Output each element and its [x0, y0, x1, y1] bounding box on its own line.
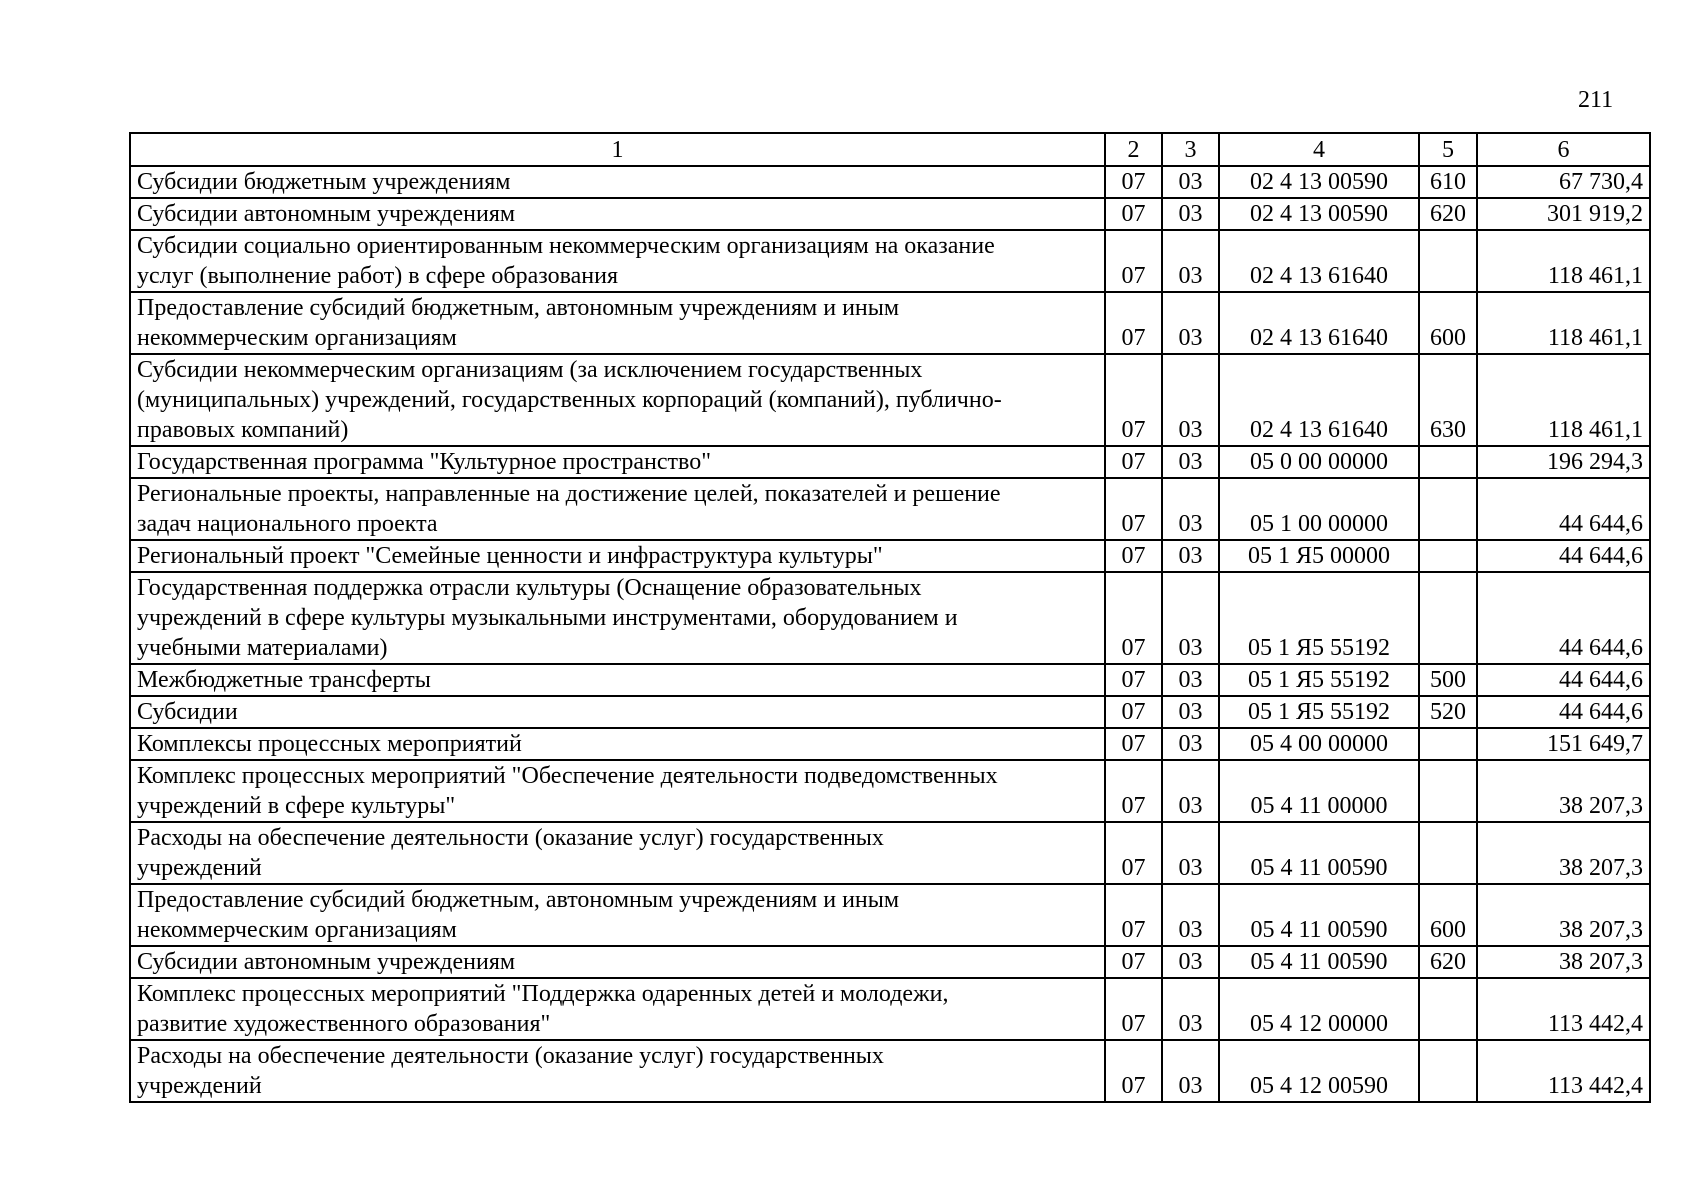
row-expense-type: [1419, 230, 1477, 292]
row-expense-type: 620: [1419, 198, 1477, 230]
row-amount: 196 294,3: [1477, 446, 1650, 478]
row-amount: 118 461,1: [1477, 292, 1650, 354]
row-expense-type: 500: [1419, 664, 1477, 696]
table-row: [130, 978, 1650, 1040]
row-name: Расходы на обеспечение деятельности (оказание услуг) государственных учреждений: [130, 822, 1105, 884]
row-amount: 44 644,6: [1477, 540, 1650, 572]
row-expense-type: [1419, 478, 1477, 540]
row-subsection: 03: [1162, 446, 1219, 478]
row-amount: 118 461,1: [1477, 354, 1650, 446]
row-amount: 67 730,4: [1477, 166, 1650, 198]
page-number: 211: [1578, 87, 1614, 113]
row-amount: 38 207,3: [1477, 822, 1650, 884]
row-amount: 38 207,3: [1477, 760, 1650, 822]
row-name: Региональные проекты, направленные на достижение целей, показателей и решение задач национального проекта: [130, 478, 1105, 540]
row-amount: 151 649,7: [1477, 728, 1650, 760]
row-subsection: 03: [1162, 822, 1219, 884]
row-section: 07: [1105, 572, 1162, 664]
row-section: 07: [1105, 198, 1162, 230]
row-amount: 44 644,6: [1477, 664, 1650, 696]
header-col-1: 1: [130, 133, 1105, 166]
row-name: Субсидии автономным учреждениям: [130, 946, 1105, 978]
row-subsection: 03: [1162, 198, 1219, 230]
row-section: 07: [1105, 696, 1162, 728]
table-row: [130, 884, 1650, 946]
row-name: Комплекс процессных мероприятий "Поддержка одаренных детей и молодежи, развитие художественного образования": [130, 978, 1105, 1040]
budget-table: [129, 132, 1651, 1103]
row-expense-type: 630: [1419, 354, 1477, 446]
row-target-code: 02 4 13 61640: [1219, 230, 1419, 292]
header-col-2: 2: [1105, 133, 1162, 166]
table-row: [130, 822, 1650, 884]
table-row: [130, 1040, 1650, 1102]
row-expense-type: 520: [1419, 696, 1477, 728]
header-row: [130, 133, 1650, 166]
row-target-code: 05 4 11 00590: [1219, 946, 1419, 978]
header-col-6: 6: [1477, 133, 1650, 166]
row-section: 07: [1105, 1040, 1162, 1102]
row-name: Государственная поддержка отрасли культуры (Оснащение образовательных учреждений в сфере культуры музыкальными инструментами, оборудованием и учебными материалами): [130, 572, 1105, 664]
row-section: 07: [1105, 292, 1162, 354]
row-section: 07: [1105, 166, 1162, 198]
row-target-code: 05 4 12 00000: [1219, 978, 1419, 1040]
row-target-code: 02 4 13 61640: [1219, 354, 1419, 446]
row-subsection: 03: [1162, 728, 1219, 760]
row-subsection: 03: [1162, 1040, 1219, 1102]
row-section: 07: [1105, 822, 1162, 884]
table-row: [130, 166, 1650, 198]
row-subsection: 03: [1162, 572, 1219, 664]
row-target-code: 05 4 11 00590: [1219, 822, 1419, 884]
row-section: 07: [1105, 478, 1162, 540]
row-target-code: 02 4 13 00590: [1219, 166, 1419, 198]
table-row: [130, 946, 1650, 978]
row-name: Предоставление субсидий бюджетным, автономным учреждениям и иным некоммерческим организациям: [130, 292, 1105, 354]
table-row: [130, 292, 1650, 354]
row-amount: 301 919,2: [1477, 198, 1650, 230]
row-section: 07: [1105, 884, 1162, 946]
table-row: [130, 198, 1650, 230]
row-target-code: 05 1 Я5 55192: [1219, 572, 1419, 664]
row-amount: 38 207,3: [1477, 884, 1650, 946]
row-subsection: 03: [1162, 166, 1219, 198]
row-expense-type: 620: [1419, 946, 1477, 978]
row-section: 07: [1105, 978, 1162, 1040]
row-expense-type: [1419, 572, 1477, 664]
row-expense-type: [1419, 978, 1477, 1040]
row-subsection: 03: [1162, 230, 1219, 292]
header-col-5: 5: [1419, 133, 1477, 166]
table-row: [130, 540, 1650, 572]
row-name: Государственная программа "Культурное пространство": [130, 446, 1105, 478]
row-subsection: 03: [1162, 760, 1219, 822]
row-subsection: 03: [1162, 696, 1219, 728]
row-amount: 44 644,6: [1477, 572, 1650, 664]
row-target-code: 02 4 13 61640: [1219, 292, 1419, 354]
row-name: Субсидии: [130, 696, 1105, 728]
row-amount: 38 207,3: [1477, 946, 1650, 978]
header-col-3: 3: [1162, 133, 1219, 166]
row-name: Региональный проект "Семейные ценности и инфраструктура культуры": [130, 540, 1105, 572]
row-name: Субсидии некоммерческим организациям (за исключением государственных (муниципальных) учреждений, государственных корпораций (компаний), публично- правовых компаний): [130, 354, 1105, 446]
table-row: [130, 728, 1650, 760]
row-name: Предоставление субсидий бюджетным, автономным учреждениям и иным некоммерческим организациям: [130, 884, 1105, 946]
row-name: Комплекс процессных мероприятий "Обеспечение деятельности подведомственных учреждений в сфере культуры": [130, 760, 1105, 822]
table-row: [130, 354, 1650, 446]
table-row: [130, 478, 1650, 540]
row-target-code: 02 4 13 00590: [1219, 198, 1419, 230]
row-name: Субсидии автономным учреждениям: [130, 198, 1105, 230]
header-col-4: 4: [1219, 133, 1419, 166]
table-row: [130, 696, 1650, 728]
row-expense-type: [1419, 1040, 1477, 1102]
row-name: Субсидии бюджетным учреждениям: [130, 166, 1105, 198]
row-target-code: 05 1 Я5 55192: [1219, 664, 1419, 696]
row-section: 07: [1105, 760, 1162, 822]
row-section: 07: [1105, 728, 1162, 760]
table-row: [130, 664, 1650, 696]
row-name: Комплексы процессных мероприятий: [130, 728, 1105, 760]
row-subsection: 03: [1162, 354, 1219, 446]
row-amount: 113 442,4: [1477, 978, 1650, 1040]
row-section: 07: [1105, 540, 1162, 572]
row-subsection: 03: [1162, 664, 1219, 696]
row-target-code: 05 1 Я5 55192: [1219, 696, 1419, 728]
row-subsection: 03: [1162, 946, 1219, 978]
row-subsection: 03: [1162, 292, 1219, 354]
row-target-code: 05 4 11 00000: [1219, 760, 1419, 822]
row-amount: 118 461,1: [1477, 230, 1650, 292]
row-target-code: 05 4 11 00590: [1219, 884, 1419, 946]
row-target-code: 05 1 Я5 00000: [1219, 540, 1419, 572]
table-row: [130, 446, 1650, 478]
row-amount: 44 644,6: [1477, 696, 1650, 728]
row-amount: 113 442,4: [1477, 1040, 1650, 1102]
row-name: Расходы на обеспечение деятельности (оказание услуг) государственных учреждений: [130, 1040, 1105, 1102]
row-expense-type: [1419, 446, 1477, 478]
row-expense-type: [1419, 760, 1477, 822]
row-subsection: 03: [1162, 978, 1219, 1040]
table-row: [130, 572, 1650, 664]
row-expense-type: 600: [1419, 292, 1477, 354]
row-name: Межбюджетные трансферты: [130, 664, 1105, 696]
row-expense-type: [1419, 728, 1477, 760]
row-expense-type: 610: [1419, 166, 1477, 198]
row-target-code: 05 1 00 00000: [1219, 478, 1419, 540]
row-subsection: 03: [1162, 884, 1219, 946]
row-section: 07: [1105, 354, 1162, 446]
row-section: 07: [1105, 230, 1162, 292]
table-row: [130, 760, 1650, 822]
row-section: 07: [1105, 664, 1162, 696]
row-section: 07: [1105, 446, 1162, 478]
row-expense-type: [1419, 540, 1477, 572]
row-subsection: 03: [1162, 540, 1219, 572]
row-name: Субсидии социально ориентированным некоммерческим организациям на оказание услуг (выполнение работ) в сфере образования: [130, 230, 1105, 292]
row-target-code: 05 4 12 00590: [1219, 1040, 1419, 1102]
row-target-code: 05 4 00 00000: [1219, 728, 1419, 760]
row-target-code: 05 0 00 00000: [1219, 446, 1419, 478]
row-subsection: 03: [1162, 478, 1219, 540]
table-row: [130, 230, 1650, 292]
row-expense-type: [1419, 822, 1477, 884]
row-section: 07: [1105, 946, 1162, 978]
row-expense-type: 600: [1419, 884, 1477, 946]
row-amount: 44 644,6: [1477, 478, 1650, 540]
